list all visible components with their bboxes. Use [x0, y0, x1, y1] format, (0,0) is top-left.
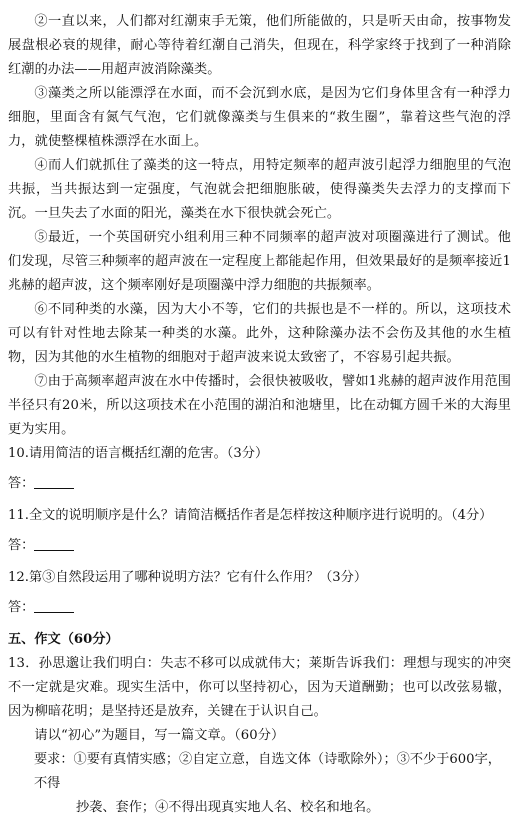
answer-label: 答： [8, 600, 35, 615]
paragraph-6: ⑥不同种类的水藻，因为大小不等，它们的共振也是不一样的。所以，这项技术可以有针对性地去除某一种类的水藻。此外，这种除藻办法不会伤及其他的水生植物，因为其他的水生植物的细胞对于超声波来说太致密了，不容易引起共振。 [8, 302, 511, 365]
answer-blank[interactable] [34, 536, 74, 551]
paragraph-2: ②一直以来，人们都对红潮束手无策，他们所能做的，只是听天由命，按事物发展盘根必衰的规律，耐心等待着红潮自己消失，但现在，科学家终于找到了一种消除红潮的办法——用超声波消除藻类。 [8, 14, 511, 77]
essay-requirements-line1: 要求：①要有真情实感；②自定立意，自选文体（诗歌除外）；③不少于600字，不得 [34, 752, 501, 791]
paragraph-7: ⑦由于高频率超声波在水中传播时，会很快被吸收，譬如1兆赫的超声波作用范围半径只有20米，所以这项技术在小范围的湖泊和池塘里，比在动辄方圆千米的大海里更为实用。 [8, 374, 511, 437]
answer-blank[interactable] [34, 598, 74, 613]
question-12: 12.第③自然段运用了哪种说明方法？它有什么作用？（3分） [8, 570, 368, 585]
answer-label: 答： [8, 538, 35, 553]
paragraph-5: ⑤最近，一个英国研究小组利用三种不同频率的超声波对项圈藻进行了测试。他们发现，尽管三种频率的超声波在一定程度上都能起作用，但效果最好的是频率接近1兆赫的超声波，这个频率刚好是项圈藻中浮力细胞的共振频率。 [8, 230, 511, 293]
section-title: 五、作文（60分） [8, 632, 119, 647]
question-10: 10.请用简洁的语言概括红潮的危害。（3分） [8, 446, 269, 461]
question-11: 11.全文的说明顺序是什么？请简洁概括作者是怎样按这种顺序进行说明的。（4分） [8, 508, 493, 523]
answer-label: 答： [8, 476, 35, 491]
answer-line-12[interactable] [8, 596, 511, 620]
essay-prompt: 13．孙思邈让我们明白：失志不移可以成就伟大；莱斯告诉我们：理想与现实的冲突不一定就是灾难。现实生活中，你可以坚持初心，因为天道酬勤；也可以改弦易辙，因为柳暗花明；是坚持还是放弃，关键在于认识自己。 [8, 656, 511, 719]
paragraph-3: ③藻类之所以能漂浮在水面，而不会沉到水底，是因为它们身体里含有一种浮力细胞，里面含有氮气气泡，它们就像藻类与生俱来的“救生圈”，靠着这些气泡的浮力，就使整棵植株漂浮在水面上。 [8, 86, 511, 149]
answer-blank[interactable] [34, 474, 74, 489]
answer-line-11[interactable] [8, 534, 511, 558]
essay-requirements-line2: 抄袭、套作；④不得出现真实地人名、校名和地名。 [76, 800, 380, 815]
essay-instruction: 请以“初心”为题目，写一篇文章。（60分） [34, 728, 285, 743]
answer-line-10[interactable] [8, 472, 511, 496]
paragraph-4: ④而人们就抓住了藻类的这一特点，用特定频率的超声波引起浮力细胞里的气泡共振，当共振达到一定强度，气泡就会把细胞胀破，使得藻类失去浮力的支撑而下沉。一旦失去了水面的阳光，藻类在水下很快就会死亡。 [8, 158, 511, 221]
exam-page [8, 10, 511, 820]
